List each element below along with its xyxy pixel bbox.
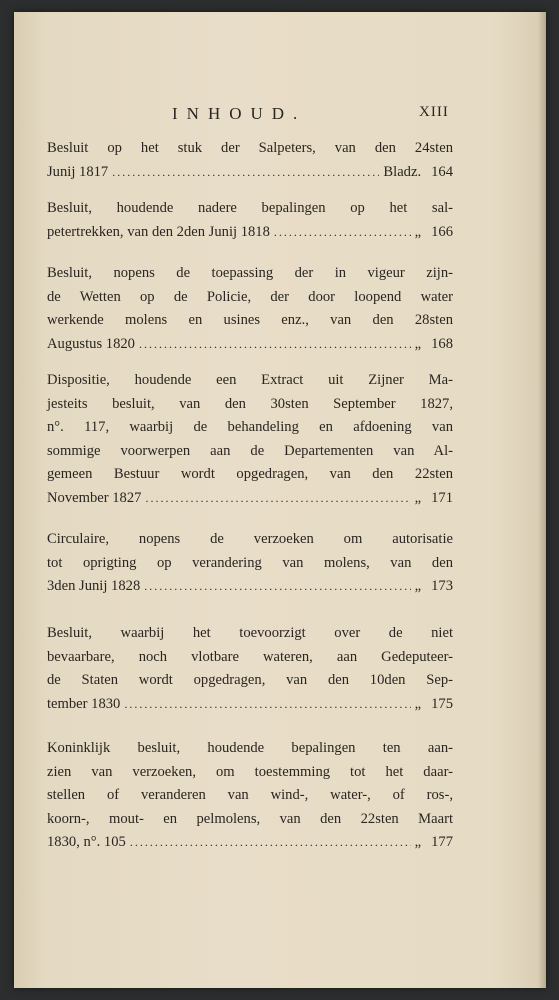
book-page	[14, 12, 546, 988]
entry-line: Besluit, houdende nadere bepalingen op het sal-	[47, 200, 453, 216]
leader-dots	[130, 831, 411, 855]
entry-last-line	[47, 487, 453, 511]
entry-line-text: 3den Junij 1828	[47, 578, 141, 594]
entry-page-number: 168	[431, 335, 453, 352]
toc-entry	[47, 369, 453, 510]
leader-dots	[274, 221, 411, 245]
entry-line: zien van verzoeken, om toestemming tot het daar-	[47, 763, 453, 780]
entry-page-number: 166	[431, 223, 453, 240]
entry-line: werkende molens en usines enz., van den 28sten	[47, 312, 453, 328]
entry-page-number: 177	[431, 834, 453, 850]
page-ref-mark: „	[414, 335, 422, 352]
page-reference	[415, 831, 453, 855]
entry-line: de Staten wordt opgedragen, van den 10den Sep-	[47, 672, 453, 688]
leader-dots	[145, 487, 410, 511]
leader-dots	[139, 333, 411, 357]
page-reference	[415, 221, 453, 245]
entry-line-text: Junij 1817	[47, 163, 109, 180]
entry-line: Dispositie, houdende een Extract uit Zijner Ma-	[47, 372, 453, 388]
entry-line-text: petertrekken, van den 2den Junij 1818	[47, 223, 270, 240]
page-ref-mark: „	[414, 223, 422, 240]
page-ref-mark: „	[414, 695, 422, 712]
entry-last-line	[47, 161, 453, 185]
entry-line: n°. 117, waarbij de behandeling en afdoening van	[47, 419, 453, 435]
entry-line: gemeen Bestuur wordt opgedragen, van den 22sten	[47, 466, 453, 482]
entry-line-text: Augustus 1820	[47, 335, 135, 352]
entry-page-number: 175	[431, 695, 453, 712]
page-reference	[415, 333, 453, 357]
entry-line-text: November 1827	[47, 489, 142, 506]
page-ref-mark: „	[414, 834, 422, 850]
entry-line-text: tember 1830	[47, 695, 121, 712]
entry-line: Besluit op het stuk der Salpeters, van den 24sten	[47, 140, 453, 156]
entry-line-text: 1830, n°. 105	[47, 834, 126, 850]
entry-line: sommige voorwerpen aan de Departementen van Al-	[47, 442, 453, 459]
entry-line: Circulaire, nopens de verzoeken om autorisatie	[47, 531, 453, 547]
page-ref-mark: Bladz.	[383, 163, 422, 180]
entry-last-line	[47, 575, 453, 599]
entry-page-number: 171	[431, 489, 453, 506]
entry-line: bevaarbare, noch vlotbare wateren, aan Gedeputeer-	[47, 648, 453, 665]
entry-last-line	[47, 333, 453, 357]
leader-dots	[144, 575, 410, 599]
entry-last-line	[47, 693, 453, 717]
toc-entry	[47, 622, 453, 716]
entry-last-line	[47, 221, 453, 245]
entry-line: stellen of veranderen van wind-, water-, of ros-,	[47, 787, 453, 803]
page-reference	[383, 161, 453, 185]
entry-line: de Wetten op de Policie, der door loopend water	[47, 288, 453, 305]
page-number: XIII	[419, 104, 449, 120]
toc-entry	[47, 137, 453, 184]
running-header: INHOUD.	[172, 104, 307, 123]
page-ref-mark: „	[414, 489, 422, 506]
leader-dots	[112, 161, 379, 185]
entry-line: tot oprigting op verandering van molens, van den	[47, 554, 453, 571]
toc-entry	[47, 528, 453, 599]
entry-last-line	[47, 831, 453, 855]
entry-line: koorn-, mout- en pelmolens, van den 22sten Maart	[47, 810, 453, 827]
entry-line: Besluit, waarbij het toevoorzigt over de niet	[47, 625, 453, 641]
leader-dots	[124, 693, 410, 717]
page-edge-shadow	[538, 12, 546, 988]
toc-entry	[47, 737, 453, 855]
entry-line: Besluit, nopens de toepassing der in vigeur zijn-	[47, 265, 453, 281]
page-reference	[415, 575, 453, 599]
page-ref-mark: „	[414, 578, 422, 594]
entry-page-number: 173	[431, 578, 453, 594]
entry-line: jesteits besluit, van den 30sten September 1827,	[47, 395, 453, 412]
entry-page-number: 164	[431, 163, 453, 180]
entry-line: Koninklijk besluit, houdende bepalingen ten aan-	[47, 740, 453, 756]
page-reference	[415, 693, 453, 717]
page-reference	[415, 487, 453, 511]
toc-entry	[47, 197, 453, 244]
toc-entry	[47, 262, 453, 356]
